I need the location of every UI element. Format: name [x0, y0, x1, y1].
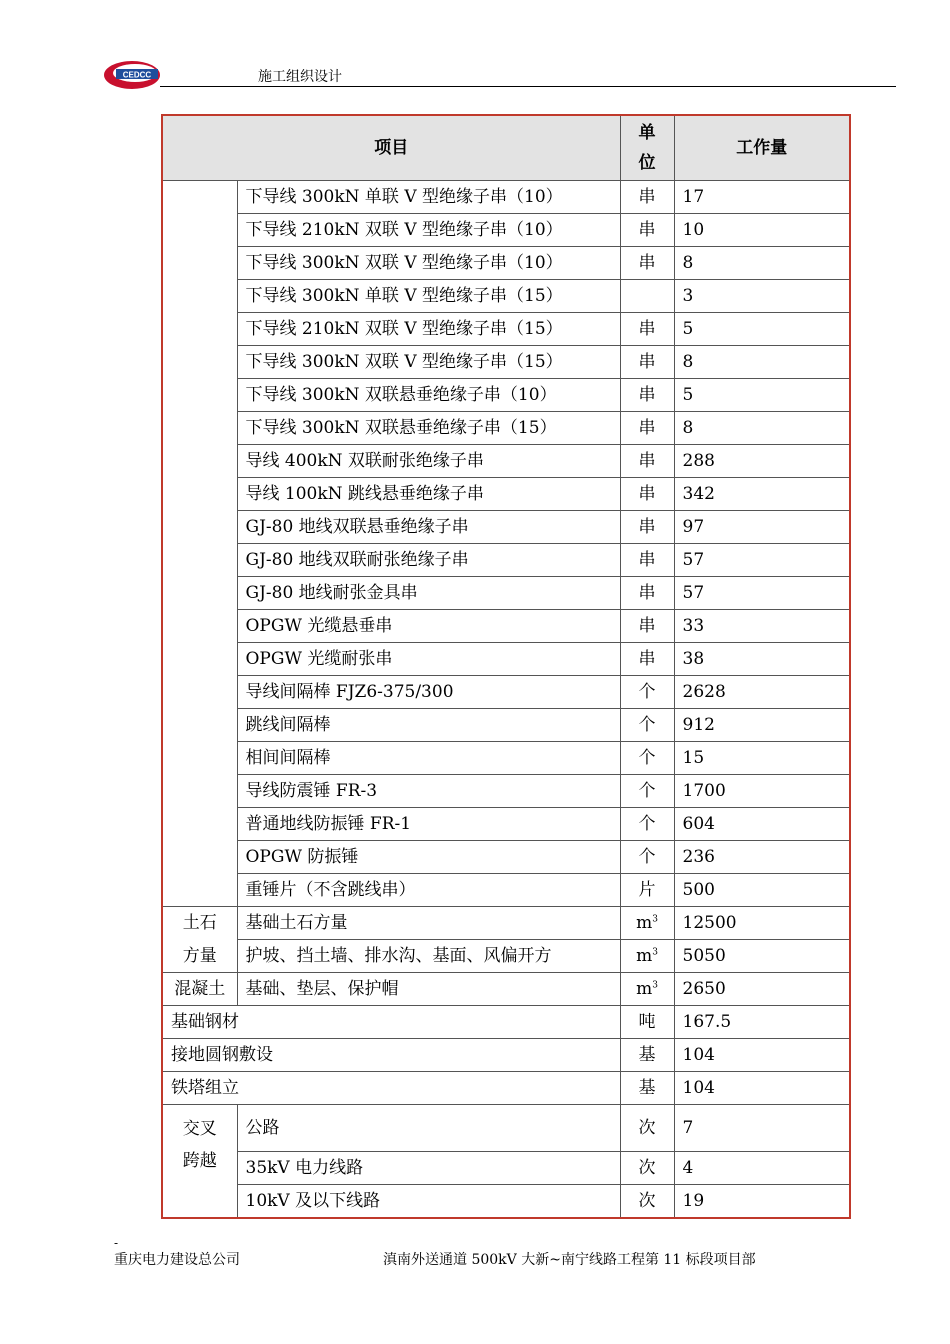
quantity-cell: 8: [674, 247, 850, 280]
unit-cell: [620, 577, 674, 610]
quantity-cell: 236: [674, 841, 850, 874]
table-row: [162, 346, 850, 379]
quantity-cell: 97: [674, 511, 850, 544]
unit-cell: [620, 544, 674, 577]
item-cell: OPGW 防振锤: [237, 841, 620, 874]
item-cell: 下导线 300kN 双联悬垂绝缘子串（15）: [237, 412, 620, 445]
table-row: [162, 1039, 850, 1072]
table-row: [162, 511, 850, 544]
table-row: [162, 478, 850, 511]
table-row: [162, 610, 850, 643]
item-cell: 护坡、挡土墙、排水沟、基面、风偏开方: [237, 940, 620, 973]
table-row: [162, 841, 850, 874]
unit-cell: [620, 808, 674, 841]
unit-cell: [620, 610, 674, 643]
unit-superscript: 3: [652, 980, 658, 991]
unit-cell: [620, 247, 674, 280]
table-row: [162, 313, 850, 346]
table-row: [162, 214, 850, 247]
quantity-cell: 1700: [674, 775, 850, 808]
unit-text: 次: [638, 1191, 656, 1211]
unit-cell: [620, 379, 674, 412]
unit-text: 串: [638, 550, 656, 570]
unit-text: m: [636, 913, 653, 933]
table-row: [162, 808, 850, 841]
table-row: [162, 676, 850, 709]
col-header-quantity: 工作量: [674, 115, 850, 181]
table-row: [162, 940, 850, 973]
quantity-cell: 912: [674, 709, 850, 742]
unit-cell: [620, 907, 674, 940]
item-cell: 下导线 210kN 双联 V 型绝缘子串（10）: [237, 214, 620, 247]
unit-cell: [620, 412, 674, 445]
table-row: [162, 1185, 850, 1219]
quantity-cell: 17: [674, 181, 850, 214]
unit-cell: [620, 874, 674, 907]
unit-text: 基: [638, 1078, 656, 1098]
item-cell: 铁塔组立: [162, 1072, 620, 1105]
unit-text: 个: [638, 748, 656, 768]
table-row: [162, 775, 850, 808]
unit-text: 串: [638, 418, 656, 438]
quantity-cell: 8: [674, 412, 850, 445]
table-row: [162, 544, 850, 577]
quantity-cell: 2628: [674, 676, 850, 709]
item-cell: 基础土石方量: [237, 907, 620, 940]
unit-text: 个: [638, 682, 656, 702]
unit-text: m: [636, 979, 653, 999]
quantity-cell: 167.5: [674, 1006, 850, 1039]
table-row: [162, 874, 850, 907]
unit-text: 串: [638, 517, 656, 537]
quantity-cell: 104: [674, 1039, 850, 1072]
quantity-cell: 3: [674, 280, 850, 313]
table-row: [162, 643, 850, 676]
table-row: [162, 973, 850, 1006]
unit-text: 串: [638, 253, 656, 273]
category-concrete: 混凝土: [162, 973, 237, 1006]
unit-text: 串: [638, 385, 656, 405]
item-cell: 导线防震锤 FR-3: [237, 775, 620, 808]
unit-cell: [620, 973, 674, 1006]
unit-text: 次: [638, 1158, 656, 1178]
table-row: [162, 445, 850, 478]
quantity-cell: 8: [674, 346, 850, 379]
quantity-cell: 38: [674, 643, 850, 676]
unit-cell: [620, 775, 674, 808]
quantity-cell: 500: [674, 874, 850, 907]
quantity-cell: 604: [674, 808, 850, 841]
unit-cell: [620, 1039, 674, 1072]
table-row: [162, 379, 850, 412]
quantity-cell: 342: [674, 478, 850, 511]
item-cell: OPGW 光缆悬垂串: [237, 610, 620, 643]
table-row: [162, 247, 850, 280]
quantity-cell: 10: [674, 214, 850, 247]
unit-cell: [620, 478, 674, 511]
category-crossing: [162, 1105, 237, 1219]
item-cell: 下导线 300kN 双联悬垂绝缘子串（10）: [237, 379, 620, 412]
unit-text: 次: [638, 1118, 656, 1138]
unit-text: 个: [638, 781, 656, 801]
item-cell: 下导线 300kN 单联 V 型绝缘子串（15）: [237, 280, 620, 313]
unit-text: 串: [638, 484, 656, 504]
unit-cell: [620, 445, 674, 478]
item-cell: 基础钢材: [162, 1006, 620, 1039]
quantity-cell: 104: [674, 1072, 850, 1105]
col-header-item: 项目: [162, 115, 620, 181]
category-cell-empty: [162, 181, 237, 907]
table-row: [162, 907, 850, 940]
table-row: [162, 742, 850, 775]
item-cell: GJ-80 地线双联悬垂绝缘子串: [237, 511, 620, 544]
header-title: 施工组织设计: [258, 69, 342, 85]
quantity-cell: 57: [674, 577, 850, 610]
item-cell: 下导线 300kN 双联 V 型绝缘子串（10）: [237, 247, 620, 280]
table-row: [162, 181, 850, 214]
unit-superscript: 3: [652, 914, 658, 925]
unit-cell: [620, 313, 674, 346]
unit-cell: [620, 1105, 674, 1152]
footer-company: 重庆电力建设总公司: [114, 1252, 240, 1268]
table-row: [162, 1152, 850, 1185]
item-cell: 10kV 及以下线路: [237, 1185, 620, 1219]
table-row: [162, 1006, 850, 1039]
item-cell: 基础、垫层、保护帽: [237, 973, 620, 1006]
unit-text: 串: [638, 649, 656, 669]
item-cell: 导线 100kN 跳线悬垂绝缘子串: [237, 478, 620, 511]
unit-text: 串: [638, 220, 656, 240]
quantity-cell: 12500: [674, 907, 850, 940]
unit-text: 吨: [638, 1012, 656, 1032]
col-header-unit: 单 位: [620, 115, 674, 181]
quantity-cell: 5050: [674, 940, 850, 973]
unit-cell: [620, 214, 674, 247]
unit-text: 串: [638, 583, 656, 603]
unit-cell: [620, 841, 674, 874]
item-cell: 接地圆钢敷设: [162, 1039, 620, 1072]
unit-cell: [620, 1006, 674, 1039]
unit-text: 个: [638, 814, 656, 834]
footer-dash: -: [114, 1236, 119, 1250]
unit-cell: [620, 1185, 674, 1219]
unit-cell: [620, 1072, 674, 1105]
unit-text: 串: [638, 616, 656, 636]
category-crossing-line-1: 交叉: [182, 1119, 217, 1139]
table-row: [162, 412, 850, 445]
unit-cell: [620, 742, 674, 775]
quantity-cell: 2650: [674, 973, 850, 1006]
unit-cell: [620, 709, 674, 742]
unit-cell: [620, 676, 674, 709]
quantity-cell: 33: [674, 610, 850, 643]
quantity-cell: 57: [674, 544, 850, 577]
category-crossing-line-2: 跨越: [182, 1151, 217, 1171]
unit-text: 片: [638, 880, 656, 900]
category-earthwork-1: 土石: [162, 907, 237, 940]
logo-text: CEDCC: [122, 70, 152, 80]
unit-text: 串: [638, 319, 656, 339]
item-cell: GJ-80 地线耐张金具串: [237, 577, 620, 610]
unit-cell: [620, 181, 674, 214]
quantity-cell: 7: [674, 1105, 850, 1152]
footer-project: 滇南外送通道 500kV 大新~南宁线路工程第 11 标段项目部: [383, 1252, 756, 1268]
quantity-cell: 19: [674, 1185, 850, 1219]
table-row: [162, 1105, 850, 1152]
unit-text: 串: [638, 451, 656, 471]
table-row: [162, 280, 850, 313]
item-cell: 普通地线防振锤 FR-1: [237, 808, 620, 841]
quantity-cell: 4: [674, 1152, 850, 1185]
unit-cell: [620, 940, 674, 973]
item-cell: 公路: [237, 1105, 620, 1152]
item-cell: 35kV 电力线路: [237, 1152, 620, 1185]
item-cell: 下导线 300kN 单联 V 型绝缘子串（10）: [237, 181, 620, 214]
item-cell: 下导线 210kN 双联 V 型绝缘子串（15）: [237, 313, 620, 346]
item-cell: 下导线 300kN 双联 V 型绝缘子串（15）: [237, 346, 620, 379]
quantity-cell: 15: [674, 742, 850, 775]
unit-cell: [620, 346, 674, 379]
item-cell: OPGW 光缆耐张串: [237, 643, 620, 676]
unit-text: 个: [638, 847, 656, 867]
unit-text: 串: [638, 352, 656, 372]
unit-text: m: [636, 946, 653, 966]
unit-cell: [620, 280, 674, 313]
unit-text: 基: [638, 1045, 656, 1065]
work-quantity-table: [161, 114, 851, 1219]
table-header-row: [162, 115, 850, 181]
table-row: [162, 1072, 850, 1105]
cedcc-logo: [102, 58, 162, 92]
unit-cell: [620, 643, 674, 676]
item-cell: 导线 400kN 双联耐张绝缘子串: [237, 445, 620, 478]
item-cell: GJ-80 地线双联耐张绝缘子串: [237, 544, 620, 577]
item-cell: 导线间隔棒 FJZ6-375/300: [237, 676, 620, 709]
unit-text: 串: [638, 187, 656, 207]
unit-text: 个: [638, 715, 656, 735]
item-cell: 相间间隔棒: [237, 742, 620, 775]
unit-superscript: 3: [652, 947, 658, 958]
unit-cell: [620, 511, 674, 544]
unit-cell: [620, 1152, 674, 1185]
quantity-cell: 5: [674, 313, 850, 346]
header-rule: [160, 86, 896, 87]
item-cell: 跳线间隔棒: [237, 709, 620, 742]
table-row: [162, 709, 850, 742]
category-earthwork-2: 方量: [162, 940, 237, 973]
quantity-cell: 288: [674, 445, 850, 478]
quantity-cell: 5: [674, 379, 850, 412]
item-cell: 重锤片（不含跳线串）: [237, 874, 620, 907]
table-row: [162, 577, 850, 610]
